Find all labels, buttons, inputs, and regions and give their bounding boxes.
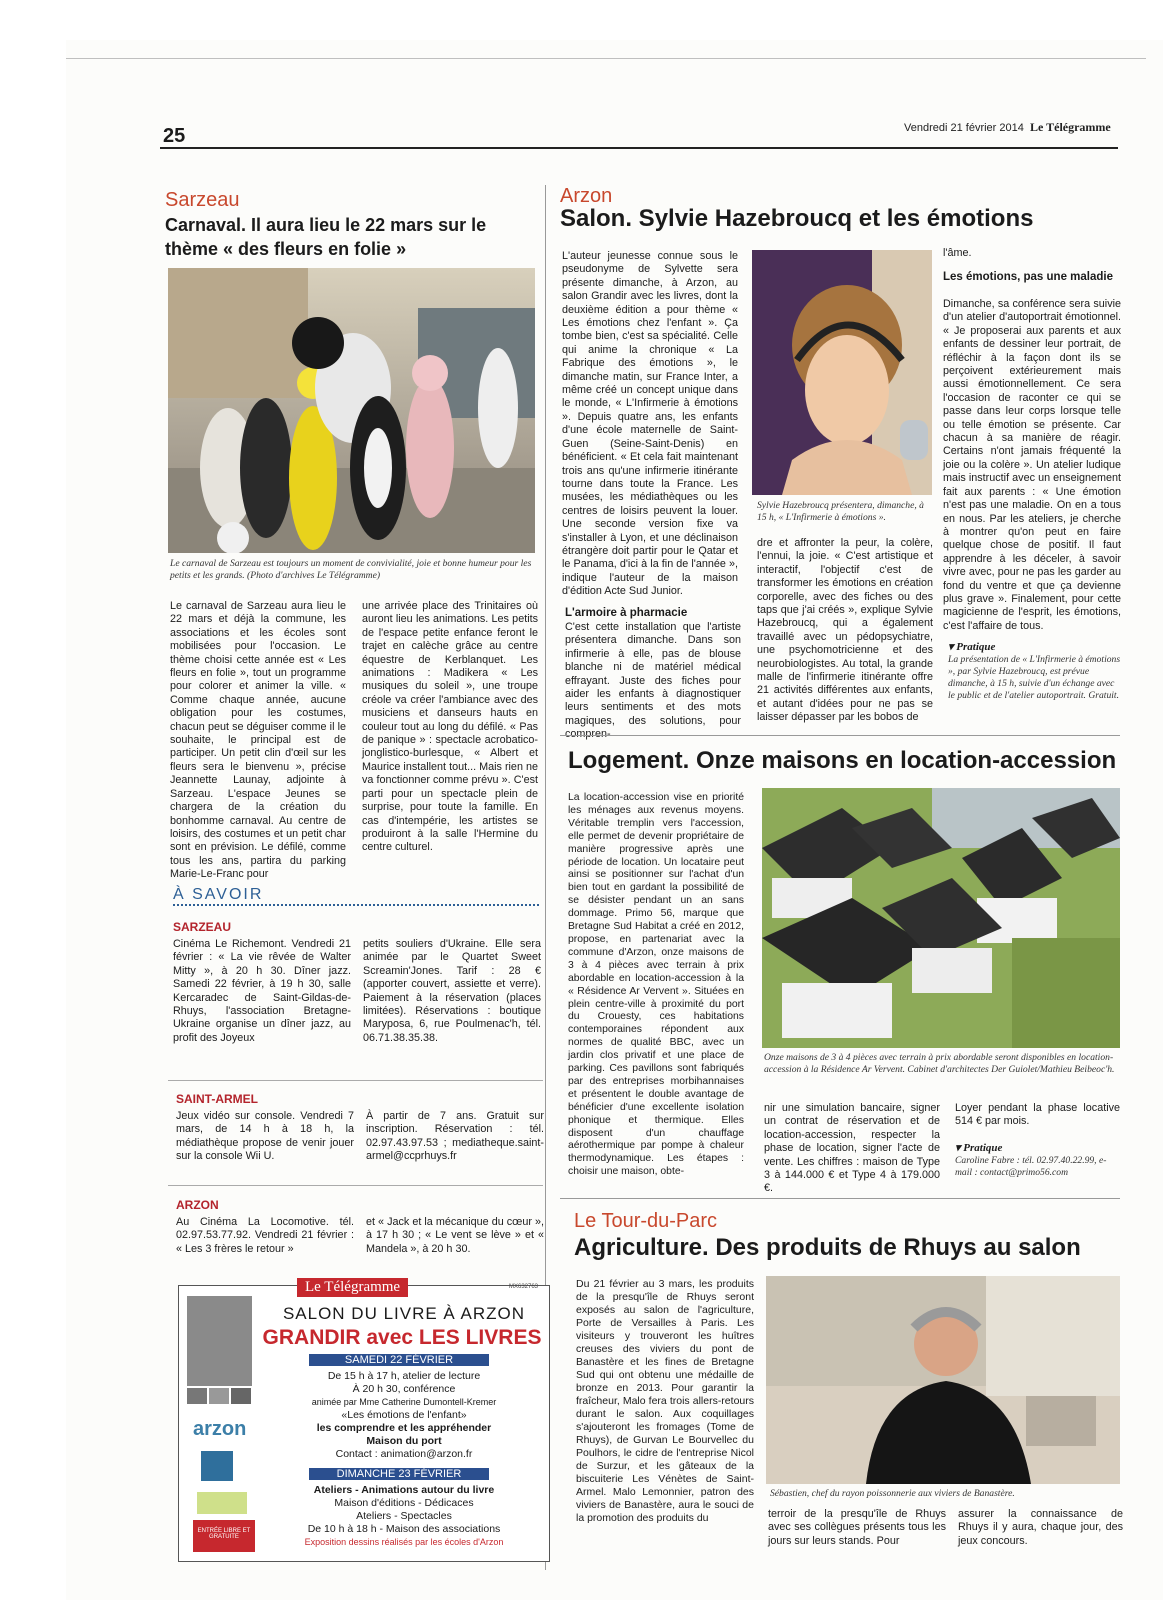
- ad-brand: Le Télégramme: [297, 1278, 408, 1297]
- author-photo: [752, 250, 932, 495]
- arzon-col1b: C'est cette installation que l'artiste présentera dimanche. Dans son infirmerie à elle, pas de blouse blanche ni de matériel médical effrayant. Juste des fiches pour aider les enfants à diagnostiquer leurs sentiments et des mots magiques, des solutions, pour compren-: [565, 621, 741, 741]
- logement-col1: La location-accession vise en priorité les ménages aux revenus moyens. Véritable tremplin vers l'accession, elle permet de devenir propriétaire de manière progressive après une période de location. Un locataire peut ainsi se positionner sur l'achat d'un bien tout en gardant la possibilité de se désister pendant un an sans dommage. Primo 56, marque que Bretagne Sud Habitat a créé en 2012, propose, en partenariat avec la commune d'Arzon, onze maisons de 3 à 4 pièces avec terrain à prix abordable en location-accession à la « Résidence Ar Vervent ». Situées en plein centre-ville à proximité du port du Crouesty, ces habitations contemporaines répondent aux normes de qualité BBC, avec un jardin clos privatif et une place de parking. Ces pavillons sont fabriqués par des entreprises morbihannaises et présentent le double avantage de bénéficier d'une excellente isolation phonique et thermique. Elles disposent d'un chauffage aérothermique par pompe à chaleur thermodynamique. Les étapes : choisir une maison, obte-: [568, 792, 744, 1178]
- arzon-location: Arzon: [560, 185, 613, 207]
- savoir-armel-right: À partir de 7 ans. Gratuit sur inscription. Réservation : tél. 02.97.43.97.53 ; mediatheque.saint-armel@ccprhuys.fr: [366, 1110, 544, 1163]
- ad-date1: SAMEDI 22 FÉVRIER: [309, 1354, 489, 1366]
- arzon-caption: Sylvie Hazebroucq présentera, dimanche, à 15 h, « L'Infirmerie à émotions ».: [757, 500, 924, 523]
- ad-t8: Ateliers - Animations autour du livre: [313, 1484, 495, 1496]
- savoir-arzon-right: et « Jack et la mécanique du cœur », à 17 h 30 ; « Le vent se lève » et « Mandela », à 20 h 30.: [366, 1216, 544, 1255]
- logement-caption: Onze maisons de 3 à 4 pièces avec terrain à prix abordable seront disponibles en location-accession à la Résidence Ar Vervent. Cabinet d'architectes Der Guiolet/Mathieu Beibeoc'h.: [764, 1052, 1115, 1075]
- ad-free-entry: ENTRÉE LIBRE ET GRATUITE: [193, 1520, 255, 1552]
- ad-thumb-3: [231, 1388, 251, 1404]
- logement-col3: Loyer pendant la phase locative 514 € par mois.: [955, 1102, 1120, 1128]
- houses-rendering-image: [762, 788, 1120, 1048]
- sarzeau-col1: Le carnaval de Sarzeau aura lieu le 22 mars et déjà la commune, les associations et les écoles sont mobilisées pour l'occasion. Le thème choisi cette année est « Les fleurs en folie », tout un programme pour colorer et animer la ville. « Comme chaque année, aucune obligation pour les costumes, chacun peut se déguiser comme il le souhaite, le principal est de participer. Un petit clin d'œil sur les fleurs sera le bienvenu », précise Jeannette Launay, adjointe à Sarzeau. L'espace Jeunes se chargera de la création du bonhomme carnaval. Au centre de loisirs, des costumes et un petit char sont en prévision. Le défilé, comme tous les ans, partira du parking Marie-Le-Franc pour: [170, 600, 346, 881]
- savoir-sarzeau-left: Cinéma Le Richemont. Vendredi 21 février : « La vie rêvée de Walter Mitty », à 20 h 30. Dîner jazz. Samedi 22 février, à 19 h 30, salle Kercaradec de Saint-Gildas-de-Rhuys, l'association Bretagne-Ukraine organise un dîner jazz, au profit des Joyeux: [173, 938, 351, 1044]
- tour-headline: Agriculture. Des produits de Rhuys au salon: [574, 1234, 1081, 1261]
- tour-caption: Sébastien, chef du rayon poissonnerie aux viviers de Banastère.: [770, 1488, 1015, 1499]
- arzon-subhead-2: Les émotions, pas une maladie: [943, 271, 1113, 283]
- arzon-pratique-label: ▾ Pratique: [948, 641, 996, 653]
- savoir-armel-label: SAINT-ARMEL: [176, 1092, 258, 1106]
- ad-logo-2: [201, 1451, 233, 1481]
- fishmonger-photo-image: [766, 1276, 1120, 1484]
- tour-rule: [560, 1198, 1120, 1199]
- ad-t2: À 20 h 30, conférence: [352, 1383, 456, 1395]
- sarzeau-caption: Le carnaval de Sarzeau est toujours un moment de convivialité, joie et bonne humeur pour les petits et les grands. (Photo d'archives Le Télégramme): [170, 558, 532, 581]
- arzon-pratique: La présentation de « L'Infirmerie à émotions », par Sylvie Hazebroucq, est prévue dimanche, à 15 h, suivie d'un échange avec le public et de l'atelier autoportrait. Gratuit.: [948, 654, 1121, 701]
- tour-col2: terroir de la presqu'île de Rhuys avec ses collègues présents tous les jours sur leurs stands. Pour: [768, 1508, 946, 1547]
- savoir-divider-1: [168, 1080, 543, 1081]
- sarzeau-location: Sarzeau: [165, 189, 240, 211]
- ad-t1: De 15 h à 17 h, atelier de lecture: [327, 1370, 481, 1382]
- ad-thumb-1: [187, 1388, 207, 1404]
- ad-date2: DIMANCHE 23 FÉVRIER: [309, 1468, 489, 1480]
- newspaper-name: Le Télégramme: [1030, 120, 1111, 134]
- savoir-sarzeau-label: SARZEAU: [173, 920, 232, 934]
- arzon-col2: dre et affronter la peur, la colère, l'ennui, la joie. « C'est artistique et interactif, l'objectif c'est de transformer les émotions en création corporelle, avec des fiches ou des taps que j'ai créés », explique Sylvie Hazebroucq, qui a également travaillé avec un pédopsychiatre, une psychomotricienne et des neurobiologistes. Au total, la grande malle de l'infirmerie itinérante offre 21 activités différentes aux enfants, et autant d'idées pour ne pas se laisser dépasser par les bobos de: [757, 537, 933, 724]
- author-photo-image: [752, 250, 932, 495]
- logement-rule: [560, 735, 1120, 736]
- ad-logo-3: [197, 1492, 247, 1514]
- ad-t6: Maison du port: [366, 1435, 442, 1447]
- top-edge: [66, 58, 1146, 59]
- logement-pratique-label: ▾ Pratique: [955, 1142, 1003, 1154]
- tour-location: Le Tour-du-Parc: [574, 1210, 718, 1232]
- tour-col3: assurer la connaissance de Rhuys il y aura, chaque jour, des jeux concours.: [958, 1508, 1123, 1547]
- header-rule: [160, 147, 1118, 149]
- ad-reference: MX632763: [509, 1284, 539, 1290]
- carnival-photo: [168, 268, 535, 553]
- arzon-col3: Dimanche, sa conférence sera suivie d'un atelier d'autoportrait émotionnel. « Je proposerai aux parents et aux enfants de dessiner leur portrait, de réfléchir à la façon dont ils se perçoivent extérieurement mais aussi émotionnellement. Ce sera l'occasion de raconter ce qui se passe dans leur corps lorsque telle ou telle émotion se présente. Car chacun à sa manière de réagir. Certains n'ont jamais fréquenté la joie ou la colère ». Un atelier ludique mais instructif avec un enseignement fait aux parents : « Une émotion n'est pas une maladie. On en a tous en nous. Par les ateliers, je cherche à montrer qu'on peut en faire quelque chose de positif. Il faut apprendre à les déceler, à savoir vivre avec, pour ne pas les garder au fond du ventre et que ça devienne plus grave ». Finalement, pour cette magicienne de l'esprit, les émotions, c'est l'affaire de tous.: [943, 298, 1121, 632]
- ad-t9: Maison d'éditions - Dédicaces: [334, 1497, 474, 1509]
- ad-photo-child: [187, 1296, 252, 1386]
- ad-t12: Exposition dessins réalisés par les écoles d'Arzon: [304, 1537, 504, 1547]
- ad-line2: GRANDIR avec LES LIVRES: [262, 1326, 542, 1349]
- arzon-col1: L'auteur jeunesse connue sous le pseudonyme de Sylvette sera présente dimanche, à Arzon, au salon Grandir avec les livres, dont la deuxième édition a pour thème « Les émotions chez l'enfant ». Ça tombe bien, c'est sa spécialité. Celle qui anime la chronique « La Fabrique des émotions », le dimanche matin, sur France Inter, a même créé un concept unique dans le monde, « L'Infirmerie à émotions ». Depuis quatre ans, les enfants d'une école maternelle de Saint-Guen (Seine-Saint-Denis) en bénéficient. « Et cela fait maintenant trois ans qu'une infirmerie itinérante tourne dans toute la France. Les musées, les médiathèques ou les centres de loisirs peuvent la louer. Une seconde version fixe va s'installer à Lyon, et une déclinaison étrangère doit partir pour le Qatar et le Panama, d'ici à la fin de l'année », indique l'auteur de la maison d'édition Acte Sud Junior.: [562, 250, 738, 598]
- savoir-arzon-left: Au Cinéma La Locomotive. tél. 02.97.53.77.92. Vendredi 21 février : « Les 3 frères le retour »: [176, 1216, 354, 1255]
- salon-advertisement: [178, 1279, 550, 1562]
- ad-t3: animée par Mme Catherine Dumontell-Kremer: [311, 1397, 497, 1407]
- ad-t5: les comprendre et les appréhender: [316, 1422, 492, 1434]
- fishmonger-photo: [766, 1276, 1120, 1484]
- a-savoir-title: À SAVOIR: [173, 886, 539, 906]
- savoir-arzon-label: ARZON: [176, 1198, 219, 1212]
- carnival-photo-image: [168, 268, 535, 553]
- sarzeau-col2: une arrivée place des Trinitaires où auront lieu les animations. Les petits de l'espace petite enfance feront le trajet en calèche grâce au centre équestre de Kerblanquet. Les animations : Madikera « Les musiques du soleil », une troupe créole va créer l'ambiance avec des musiciens et danseurs hauts en couleur tout au long du défilé. « Pas de panique » : spectacle acrobatico-jonglistico-burlesque, « Albert et Maurice installent tout... Mais rien ne va fonctionner comme prévu ». C'est parti pour un spectacle plein de surprise, pour toute la famille. En cas d'intempérie, les artistes se produiront à la salle l'Hermine du centre culturel.: [362, 600, 538, 854]
- ad-program-sun: [264, 1484, 544, 1549]
- ad-arzon-logo: arzon: [193, 1418, 247, 1440]
- arzon-pratique-label-text: Pratique: [956, 641, 996, 653]
- date: Vendredi 21 février 2014: [904, 122, 1024, 134]
- ad-program-sat: [264, 1370, 544, 1461]
- tour-col1: Du 21 février au 3 mars, les produits de la presqu'île de Rhuys seront exposés au salon de l'agriculture, Porte de Versailles à Paris. Les visiteurs y trouveront les huîtres creuses des viviers du pont de Banastère et les fines de Bretagne Sud qui ont obtenu une médaille de bronze en 2013. Pour garantir la fraîcheur, Malo fera trois allers-retours durant le salon. Aux coquillages s'ajouteront les fromages (Tome de Rhuys), de Gurvan Le Bourvellec du Poulhors, le cidre de l'entreprise Nicol de Surzur, et les gâteaux de la biscuiterie Les Vénètes de Saint-Armel. Malo Lemonnier, patron des viviers de Banastère, aura le souci de la promotion des produits du: [576, 1278, 754, 1524]
- ad-thumb-2: [209, 1388, 229, 1404]
- arzon-subhead-1: L'armoire à pharmacie: [565, 607, 688, 619]
- ad-line1: SALON DU LIVRE À ARZON: [282, 1304, 526, 1323]
- ad-t11: De 10 h à 18 h - Maison des associations: [307, 1523, 501, 1535]
- logement-headline: Logement. Onze maisons en location-accession: [568, 747, 1117, 774]
- houses-rendering: [762, 788, 1120, 1048]
- ad-t4: «Les émotions de l'enfant»: [341, 1409, 467, 1421]
- savoir-sarzeau-right: petits souliers d'Ukraine. Elle sera animée par le Quartet Sweet Screamin'Jones. Tarif : 28 € (apporter couvert, assiette et verre). Paiement à la réservation (places limitées). Réservations : boutique Maryposa, 6, rue Poulmenac'h, tél. 06.71.38.35.38.: [363, 938, 541, 1044]
- page-number: 25: [163, 125, 186, 147]
- logement-pratique-label-text: Pratique: [963, 1142, 1003, 1154]
- ad-t10: Ateliers - Spectacles: [356, 1510, 452, 1522]
- logement-col2: nir une simulation bancaire, signer un contrat de réservation et de location-accession, respecter la phase de location, signer l'acte de vente. Les chiffres : maison de Type 3 à 144.000 € et Type 4 à 179.000 €.: [764, 1102, 940, 1195]
- arzon-headline: Salon. Sylvie Hazebroucq et les émotions: [560, 205, 1034, 232]
- arzon-col3a: l'âme.: [943, 247, 972, 259]
- dateline: [904, 120, 1111, 135]
- savoir-divider-2: [168, 1185, 543, 1186]
- logement-pratique: Caroline Fabre : tél. 02.97.40.22.99, e-mail : contact@primo56.com: [955, 1155, 1107, 1178]
- sarzeau-headline: Carnaval. Il aura lieu le 22 mars sur le thème « des fleurs en folie »: [165, 215, 487, 259]
- ad-t7: Contact : animation@arzon.fr: [335, 1448, 473, 1460]
- savoir-armel-left: Jeux vidéo sur console. Vendredi 7 mars, de 14 h à 18 h, la médiathèque propose de venir jouer sur la console Wii U.: [176, 1110, 354, 1163]
